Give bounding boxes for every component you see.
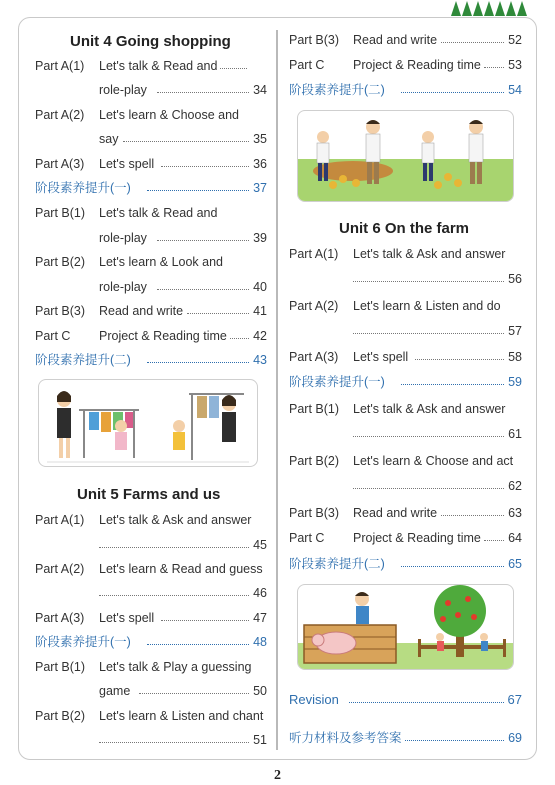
toc-row[interactable]: Part A(1) Let's talk & Ask and answer (35, 513, 252, 527)
page-number: 2 (274, 768, 281, 783)
unit6-title: Unit 6 On the farm (339, 220, 470, 237)
toc-row[interactable]: Part A(3) Let's spell 36 (35, 157, 267, 171)
toc-row[interactable]: Part B(1) Let's talk & Read and (35, 206, 218, 220)
toc-row[interactable]: Part C Project & Reading time 64 (289, 531, 522, 545)
toc-row[interactable]: Part B(3) Read and write 41 (35, 304, 267, 318)
toc-row[interactable]: role-play 34 (99, 83, 267, 97)
toc-row[interactable]: 阶段素养提升(一) 59 (289, 375, 522, 389)
farm-illustration (297, 110, 514, 202)
toc-row-answers[interactable]: 听力材料及参考答案 69 (289, 731, 522, 745)
toc-row[interactable]: 61 (289, 426, 522, 442)
toc-row[interactable]: Part B(2) Let's learn & Listen and chant (35, 709, 264, 723)
toc-row[interactable]: 阶段素养提升(二) 65 (289, 557, 522, 571)
toc-row[interactable]: 57 (289, 323, 522, 339)
toc-row[interactable]: Part A(3) Let's spell 58 (289, 350, 522, 364)
farm-animals-illustration (297, 584, 514, 670)
shopping-illustration (38, 379, 258, 467)
toc-row[interactable]: 62 (289, 478, 522, 494)
toc-row[interactable]: 阶段素养提升(一) 48 (35, 635, 267, 649)
toc-row[interactable]: role-play 40 (99, 280, 267, 294)
toc-row[interactable]: 46 (35, 585, 267, 601)
toc-row[interactable]: Part A(2) Let's learn & Listen and do (289, 299, 501, 313)
tree-decoration (451, 0, 527, 18)
toc-row[interactable]: say 35 (99, 132, 267, 146)
column-divider (276, 30, 278, 750)
toc-row[interactable]: Part C Project & Reading time 42 (35, 329, 267, 343)
toc-row[interactable]: Part B(2) Let's learn & Look and (35, 255, 223, 269)
unit4-title: Unit 4 Going shopping (70, 33, 231, 50)
toc-row[interactable]: Part A(3) Let's spell 47 (35, 611, 267, 625)
toc-row[interactable]: Part B(1) Let's talk & Ask and answer (289, 402, 506, 416)
toc-row[interactable]: Part A(2) Let's learn & Choose and (35, 108, 239, 122)
toc-row[interactable]: Part A(1) Let's talk & Read and (35, 58, 267, 74)
toc-row-revision[interactable]: Revision 67 (289, 692, 522, 707)
toc-row[interactable]: role-play 39 (99, 231, 267, 245)
toc-row[interactable]: Part A(1) Let's talk & Ask and answer (289, 247, 506, 261)
toc-row[interactable]: Part B(3) Read and write 63 (289, 506, 522, 520)
toc-row[interactable]: 56 (289, 271, 522, 287)
toc-row[interactable]: 51 (35, 732, 267, 748)
toc-row[interactable]: game 50 (99, 684, 267, 698)
toc-row[interactable]: Part B(1) Let's talk & Play a guessing (35, 660, 252, 674)
unit5-title: Unit 5 Farms and us (77, 486, 221, 503)
toc-row[interactable]: Part A(2) Let's learn & Read and guess (35, 562, 263, 576)
toc-row[interactable]: Part B(2) Let's learn & Choose and act (289, 454, 514, 468)
toc-row[interactable]: 45 (35, 537, 267, 553)
toc-row[interactable]: 阶段素养提升(二) 43 (35, 353, 267, 367)
toc-row[interactable]: Part C Project & Reading time 53 (289, 58, 522, 72)
toc-row[interactable]: Part B(3) Read and write 52 (289, 33, 522, 47)
toc-row[interactable]: 阶段素养提升(二) 54 (289, 83, 522, 97)
toc-row[interactable]: 阶段素养提升(一) 37 (35, 181, 267, 195)
